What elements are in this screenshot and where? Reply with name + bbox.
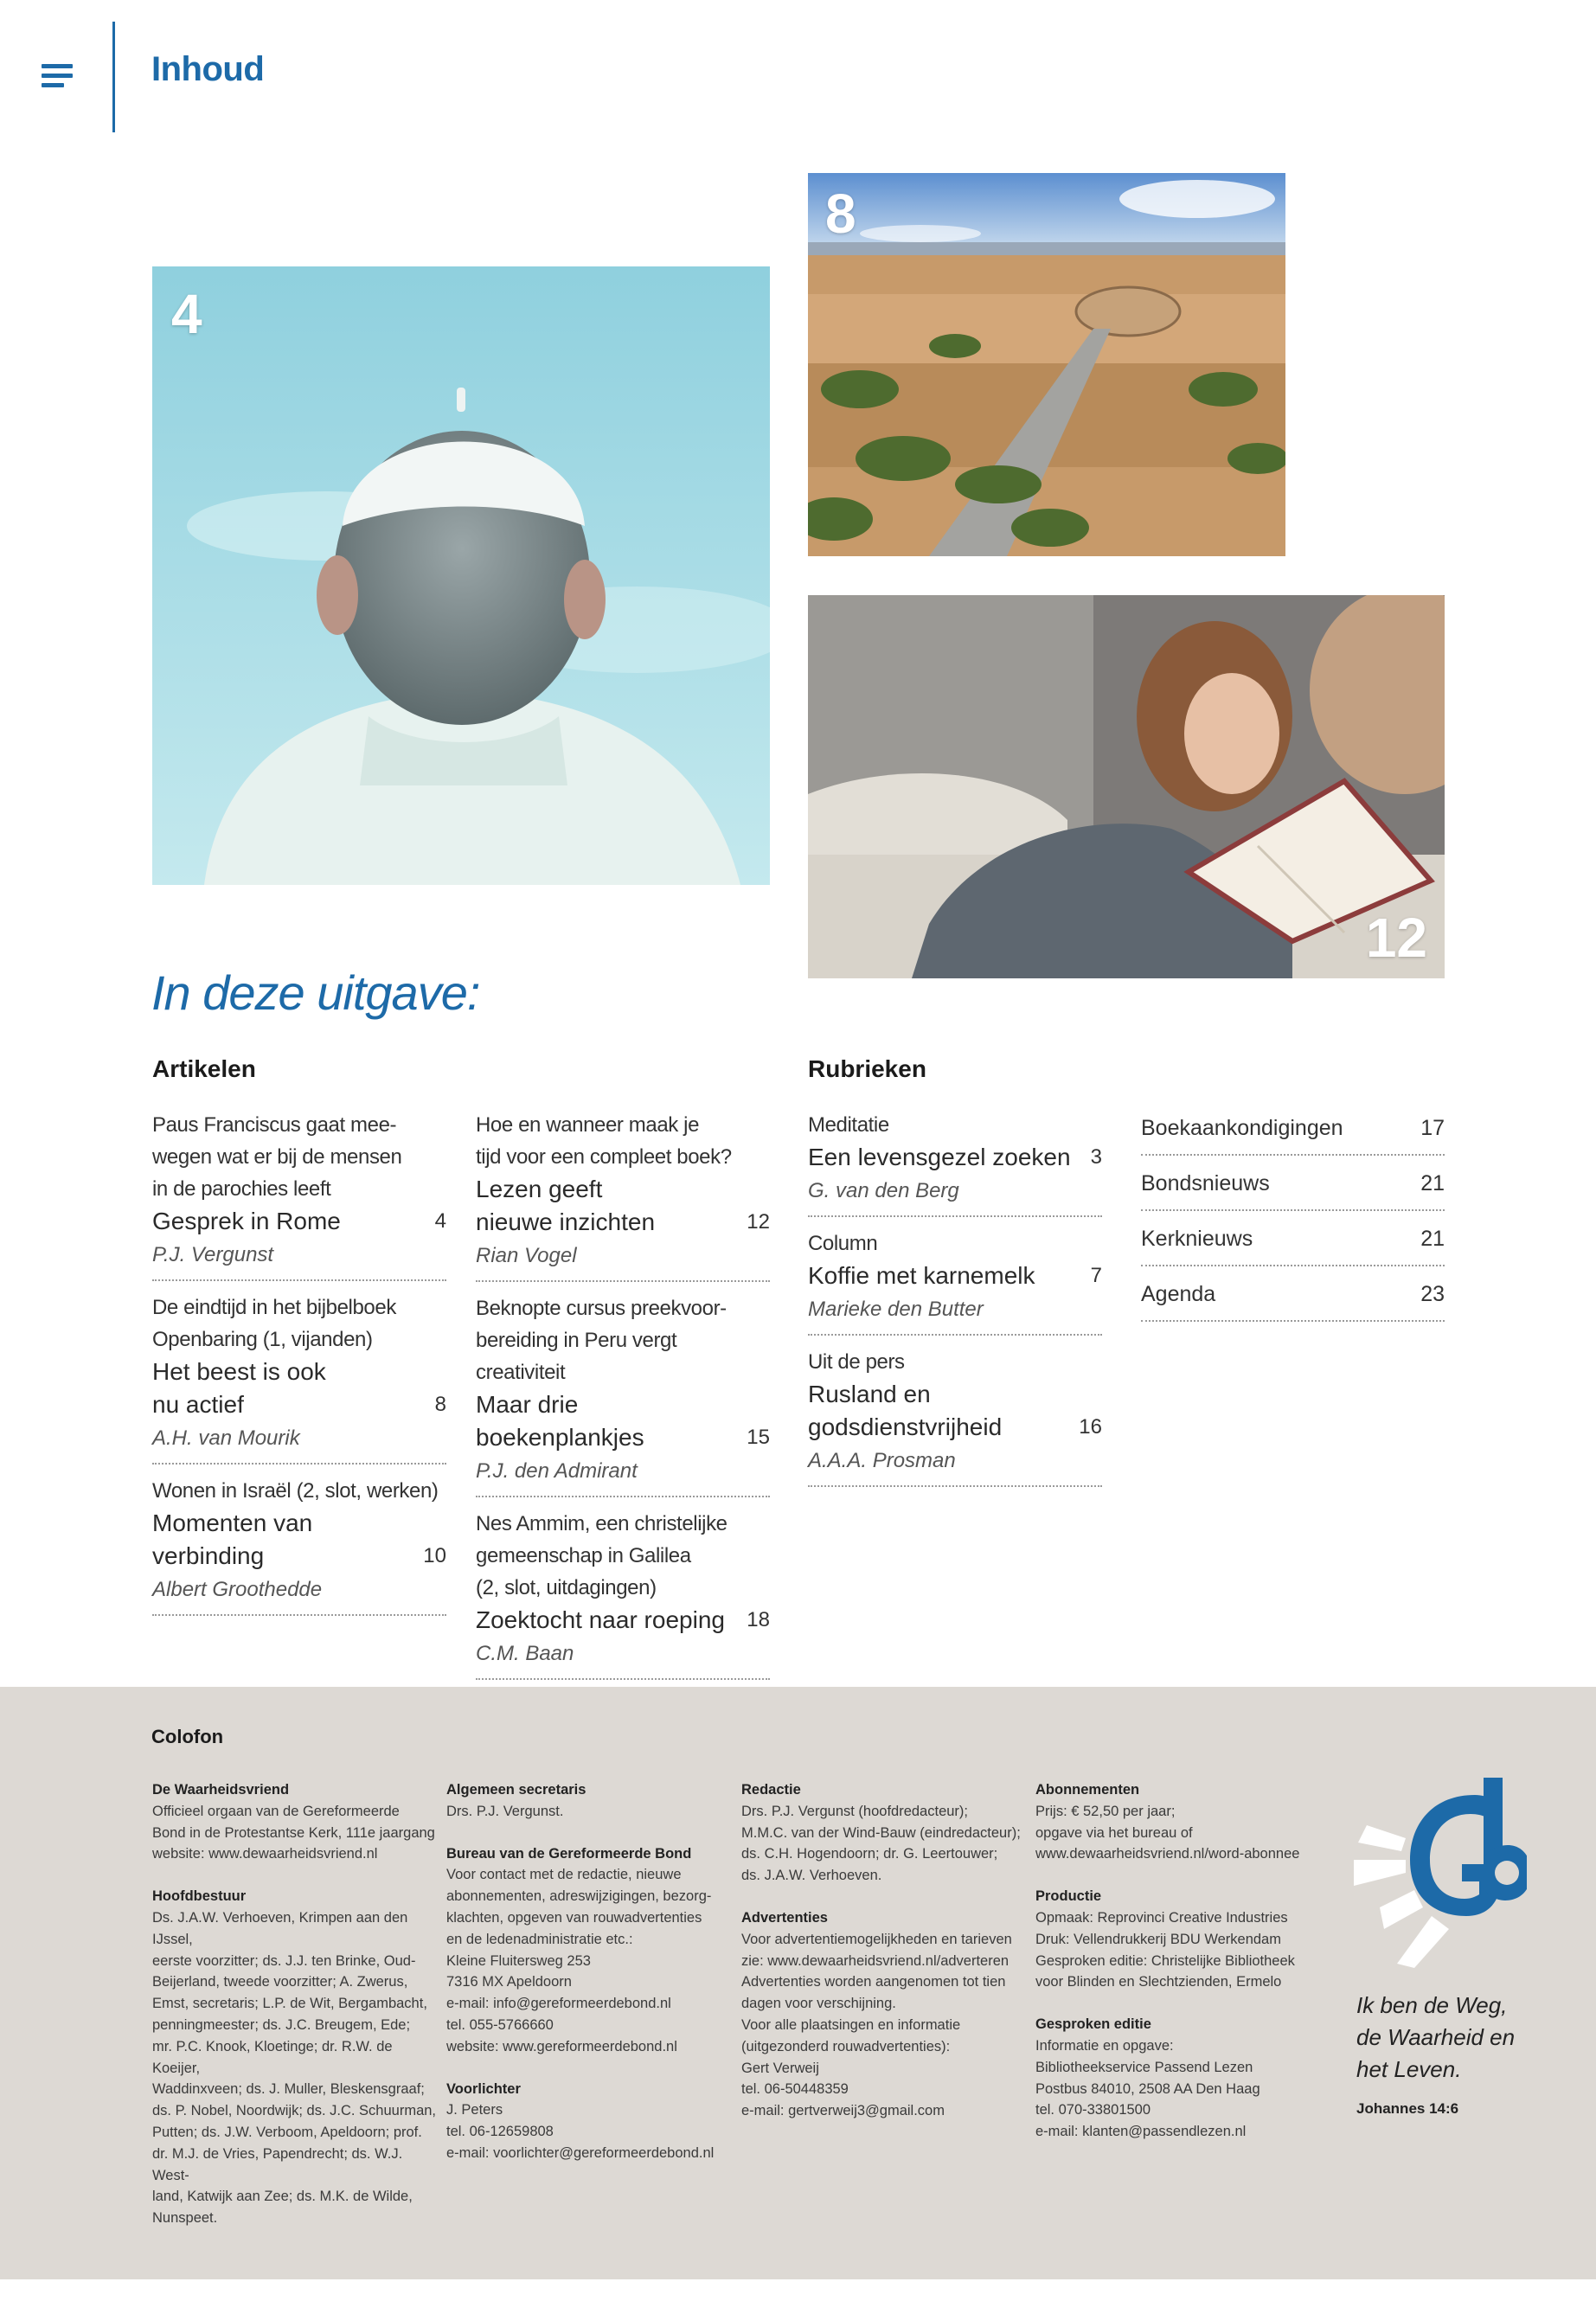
toc-entry[interactable] bbox=[476, 1292, 770, 1497]
toc-author: P.J. den Admirant bbox=[476, 1459, 638, 1483]
toc-author: A.H. van Mourik bbox=[152, 1426, 300, 1450]
toc-title-row bbox=[152, 1356, 446, 1421]
toc-page-number: 3 bbox=[1090, 1145, 1102, 1169]
toc-title[interactable]: Momenten van verbinding bbox=[152, 1509, 313, 1569]
toc-title[interactable]: Koffie met karnemelk bbox=[808, 1262, 1035, 1289]
colofon-line: Nunspeet. bbox=[152, 2210, 218, 2227]
toc-entry-short[interactable] bbox=[1141, 1275, 1445, 1322]
colofon-line: en de ledenadministratie etc.: bbox=[446, 1931, 633, 1947]
toc-entry[interactable] bbox=[152, 1109, 446, 1281]
colofon-line: (uitgezonderd rouwadvertenties): bbox=[741, 2038, 951, 2054]
toc-kicker: Hoe en wanneer maak je tijd voor een compleet boek? bbox=[476, 1113, 732, 1169]
colofon-line: Emst, secretaris; L.P. de Wit, Bergambacht, bbox=[152, 1996, 427, 2012]
photo-number: 8 bbox=[825, 183, 856, 245]
toc-title-row bbox=[476, 1173, 770, 1239]
toc-column-rubrieken-1 bbox=[808, 1109, 1102, 1497]
colofon-line: e-mail: klanten@passendlezen.nl bbox=[1035, 2124, 1247, 2140]
toc-entry[interactable] bbox=[808, 1109, 1102, 1217]
colofon-block-heading: Abonnementen bbox=[1035, 1782, 1140, 1798]
colofon-line: Bibliotheekservice Passend Lezen bbox=[1035, 2059, 1253, 2075]
toc-author: Rian Vogel bbox=[476, 1244, 577, 1267]
toc-entry[interactable] bbox=[808, 1227, 1102, 1336]
colofon-line: e-mail: gertverweij3@gmail.com bbox=[741, 2103, 945, 2119]
toc-page-number: 7 bbox=[1090, 1264, 1102, 1287]
colofon-line: Postbus 84010, 2508 AA Den Haag bbox=[1035, 2080, 1260, 2097]
colofon-block-heading: Productie bbox=[1035, 1888, 1102, 1905]
toc-author: Marieke den Butter bbox=[808, 1298, 984, 1321]
toc-page-number: 10 bbox=[423, 1544, 446, 1567]
photo-pope[interactable] bbox=[152, 266, 770, 885]
quote-reference: Johannes 14:6 bbox=[1356, 2100, 1459, 2117]
colofon-block-heading: Redactie bbox=[741, 1782, 801, 1798]
colofon-line: website: www.gereformeerdebond.nl bbox=[446, 2038, 677, 2054]
colofon-line: Prijs: € 52,50 per jaar; bbox=[1035, 1803, 1176, 1819]
gereformeerde-bond-logo bbox=[1354, 1778, 1527, 1977]
colofon-block-heading: Advertenties bbox=[741, 1909, 828, 1926]
toc-title[interactable]: Gesprek in Rome bbox=[152, 1208, 341, 1234]
colofon-line: Voor contact met de redactie, nieuwe bbox=[446, 1867, 682, 1883]
toc-page-number: 17 bbox=[1420, 1116, 1445, 1140]
colofon-line: Opmaak: Reprovinci Creative Industries bbox=[1035, 1909, 1288, 1926]
toc-kicker: Uit de pers bbox=[808, 1350, 905, 1374]
toc-kicker: De eindtijd in het bijbelboek Openbaring (1, vijanden) bbox=[152, 1296, 396, 1351]
toc-page-number: 21 bbox=[1420, 1227, 1445, 1251]
menu-icon[interactable] bbox=[42, 64, 73, 90]
colofon-line: ds. P. Nobel, Noordwijk; ds. J.C. Schuurman, bbox=[152, 2103, 437, 2119]
colofon-block-heading: Gesproken editie bbox=[1035, 2016, 1151, 2033]
colofon-line: mr. P.C. Knook, Kloetinge; dr. R.W. de Koeijer, bbox=[152, 2038, 393, 2076]
colofon-line: Gert Verweij bbox=[741, 2060, 819, 2076]
colofon-line: abonnementen, adreswijzigingen, bezorg- bbox=[446, 1888, 712, 1905]
colofon-line: Drs. P.J. Vergunst. bbox=[446, 1803, 564, 1819]
photo-number: 12 bbox=[1365, 907, 1427, 969]
colofon-line: M.M.C. van der Wind-Bauw (eindredacteur); bbox=[741, 1824, 1021, 1841]
toc-page-number: 18 bbox=[747, 1608, 770, 1631]
page-title: Inhoud bbox=[151, 50, 265, 88]
colofon-line: ds. C.H. Hogendoorn; dr. G. Leertouwer; bbox=[741, 1846, 998, 1862]
colofon-line: klachten, opgeven van rouwadvertenties bbox=[446, 1909, 702, 1926]
colofon-title: Colofon bbox=[151, 1726, 224, 1747]
photo-rome[interactable] bbox=[808, 173, 1285, 556]
colofon-line: eerste voorzitter; ds. J.J. ten Brinke, Oud- bbox=[152, 1952, 416, 1969]
toc-entry[interactable] bbox=[152, 1475, 446, 1616]
colofon-block-heading: Hoofdbestuur bbox=[152, 1888, 247, 1905]
colofon-line: website: www.dewaarheidsvriend.nl bbox=[152, 1846, 378, 1862]
toc-title-row bbox=[476, 1388, 770, 1454]
colofon-line: dagen voor verschijning. bbox=[741, 1996, 896, 2012]
toc-page-number: 21 bbox=[1420, 1171, 1445, 1195]
colofon-line: Beijerland, tweede voorzitter; A. Zwerus, bbox=[152, 1974, 408, 1990]
toc-page-number: 23 bbox=[1420, 1282, 1445, 1306]
toc-page-number: 15 bbox=[747, 1426, 770, 1449]
toc-author: G. van den Berg bbox=[808, 1179, 959, 1202]
colofon-line: www.dewaarheidsvriend.nl/word-abonnee bbox=[1035, 1846, 1300, 1862]
toc-title[interactable]: Boekaankondigingen bbox=[1141, 1116, 1343, 1140]
colofon-block-heading: Bureau van de Gereformeerde Bond bbox=[446, 1845, 692, 1862]
toc-title[interactable]: Lezen geeft nieuwe inzichten bbox=[476, 1176, 656, 1235]
toc-title-row bbox=[476, 1604, 770, 1637]
toc-author: A.A.A. Prosman bbox=[808, 1449, 956, 1472]
toc-kicker: Wonen in Israël (2, slot, werken) bbox=[152, 1479, 439, 1503]
toc-entry[interactable] bbox=[476, 1109, 770, 1282]
colofon-line: Voor advertentiemogelijkheden en tarieven bbox=[741, 1931, 1012, 1947]
section-heading-rubrieken: Rubrieken bbox=[808, 1055, 926, 1082]
toc-title[interactable]: Een levensgezel zoeken bbox=[808, 1144, 1071, 1170]
toc-title[interactable]: Agenda bbox=[1141, 1282, 1216, 1306]
colofon-line: Putten; ds. J.W. Verboom, Apeldoorn; prof. bbox=[152, 2124, 422, 2140]
toc-title[interactable]: Zoektocht naar roeping bbox=[476, 1606, 725, 1633]
toc-kicker: Column bbox=[808, 1232, 878, 1255]
colofon-line: land, Katwijk aan Zee; ds. M.K. de Wilde, bbox=[152, 2189, 413, 2205]
toc-title-row bbox=[808, 1259, 1102, 1292]
header-divider bbox=[112, 22, 115, 132]
toc-kicker: Paus Franciscus gaat mee- wegen wat er bij de mensen in de parochies leeft bbox=[152, 1113, 402, 1201]
colofon-line: voor Blinden en Slechtzienden, Ermelo bbox=[1035, 1974, 1282, 1990]
toc-title[interactable]: Kerknieuws bbox=[1141, 1227, 1253, 1251]
colofon-line: penningmeester; ds. J.C. Breugem, Ede; bbox=[152, 2016, 411, 2033]
toc-column-rubrieken-2 bbox=[1141, 1109, 1445, 1330]
toc-kicker: Beknopte cursus preekvoor- bereiding in Peru vergt creativiteit bbox=[476, 1297, 727, 1384]
colofon-line: Kleine Fluitersweg 253 bbox=[446, 1952, 591, 1969]
photo-reading[interactable] bbox=[808, 595, 1445, 978]
colofon-column-2 bbox=[446, 1779, 732, 2164]
toc-title-row bbox=[152, 1205, 446, 1238]
colofon-line: ds. J.A.W. Verhoeven. bbox=[741, 1868, 882, 1884]
toc-title-row bbox=[808, 1141, 1102, 1174]
colofon-line: tel. 06-12659808 bbox=[446, 2124, 554, 2140]
colofon-block-heading: Voorlichter bbox=[446, 2080, 521, 2097]
photo-number: 4 bbox=[171, 283, 202, 345]
quote: Ik ben de Weg, de Waarheid en het Leven. bbox=[1356, 1992, 1516, 2082]
toc-title-row bbox=[152, 1507, 446, 1573]
issue-heading: In deze uitgave: bbox=[151, 965, 480, 1020]
colofon-line: tel. 070-33801500 bbox=[1035, 2102, 1151, 2118]
toc-author: C.M. Baan bbox=[476, 1642, 574, 1665]
toc-entry-short[interactable] bbox=[1141, 1164, 1445, 1211]
colofon-column-3 bbox=[741, 1779, 1027, 2122]
toc-entry-short[interactable] bbox=[1141, 1109, 1445, 1156]
colofon-line: Drs. P.J. Vergunst (hoofdredacteur); bbox=[741, 1803, 968, 1819]
colofon-line: Waddinxveen; ds. J. Muller, Bleskensgraaf; bbox=[152, 2081, 425, 2098]
colofon-line: dr. M.J. de Vries, Papendrecht; ds. W.J. West- bbox=[152, 2145, 403, 2183]
toc-title[interactable]: Bondsnieuws bbox=[1141, 1171, 1270, 1195]
colofon-column-4 bbox=[1035, 1779, 1321, 2143]
colofon-line: Gesproken editie: Christelijke Bibliotheek bbox=[1035, 1952, 1295, 1969]
colofon-line: Advertenties worden aangenomen tot tien bbox=[741, 1974, 1006, 1990]
toc-page-number: 12 bbox=[747, 1210, 770, 1234]
colofon-line: Ds. J.A.W. Verhoeven, Krimpen aan den IJssel, bbox=[152, 1909, 408, 1947]
toc-kicker: Meditatie bbox=[808, 1113, 889, 1137]
colofon-line: tel. 06-50448359 bbox=[741, 2081, 849, 2098]
colofon-line: Voor alle plaatsingen en informatie bbox=[741, 2016, 961, 2033]
colofon-line: tel. 055-5766660 bbox=[446, 2016, 554, 2033]
toc-title[interactable]: Het beest is ook nu actief bbox=[152, 1358, 326, 1418]
colofon-line: zie: www.dewaarheidsvriend.nl/adverteren bbox=[741, 1952, 1010, 1969]
toc-author: Albert Groothedde bbox=[152, 1578, 323, 1601]
toc-kicker: Nes Ammim, een christelijke gemeenschap in Galilea (2, slot, uitdagingen) bbox=[476, 1512, 727, 1599]
toc-entry[interactable] bbox=[476, 1508, 770, 1680]
colofon-line: Informatie en opgave: bbox=[1035, 2037, 1174, 2054]
colofon-line: e-mail: voorlichter@gereformeerdebond.nl bbox=[446, 2144, 715, 2161]
toc-entry[interactable] bbox=[808, 1346, 1102, 1487]
colofon-block-heading: De Waarheidsvriend bbox=[152, 1782, 290, 1798]
colofon-block-heading: Algemeen secretaris bbox=[446, 1782, 586, 1798]
colofon-line: Officieel orgaan van de Gereformeerde bbox=[152, 1803, 400, 1819]
section-heading-artikelen: Artikelen bbox=[152, 1055, 256, 1082]
toc-title-row bbox=[808, 1378, 1102, 1444]
colofon-line: e-mail: info@gereformeerdebond.nl bbox=[446, 1996, 671, 2012]
colofon-line: 7316 MX Apeldoorn bbox=[446, 1974, 572, 1990]
toc-page-number: 4 bbox=[434, 1209, 446, 1233]
colofon-line: Druk: Vellendrukkerij BDU Werkendam bbox=[1035, 1931, 1281, 1947]
colofon-column-1 bbox=[152, 1779, 438, 2229]
toc-title[interactable]: Rusland en godsdienstvrijheid bbox=[808, 1381, 1003, 1440]
toc-page-number: 16 bbox=[1079, 1415, 1102, 1439]
toc-column-artikelen-2 bbox=[476, 1109, 770, 1690]
toc-page-number: 8 bbox=[434, 1393, 446, 1416]
toc-entry-short[interactable] bbox=[1141, 1220, 1445, 1266]
toc-entry[interactable] bbox=[152, 1292, 446, 1465]
colofon-line: opgave via het bureau of bbox=[1035, 1824, 1193, 1841]
toc-author: P.J. Vergunst bbox=[152, 1243, 274, 1266]
colofon-line: Bond in de Protestantse Kerk, 111e jaargang bbox=[152, 1824, 435, 1841]
colofon-line: J. Peters bbox=[446, 2102, 503, 2118]
toc-title[interactable]: Maar drie boekenplankjes bbox=[476, 1391, 644, 1451]
toc-column-artikelen-1 bbox=[152, 1109, 446, 1626]
